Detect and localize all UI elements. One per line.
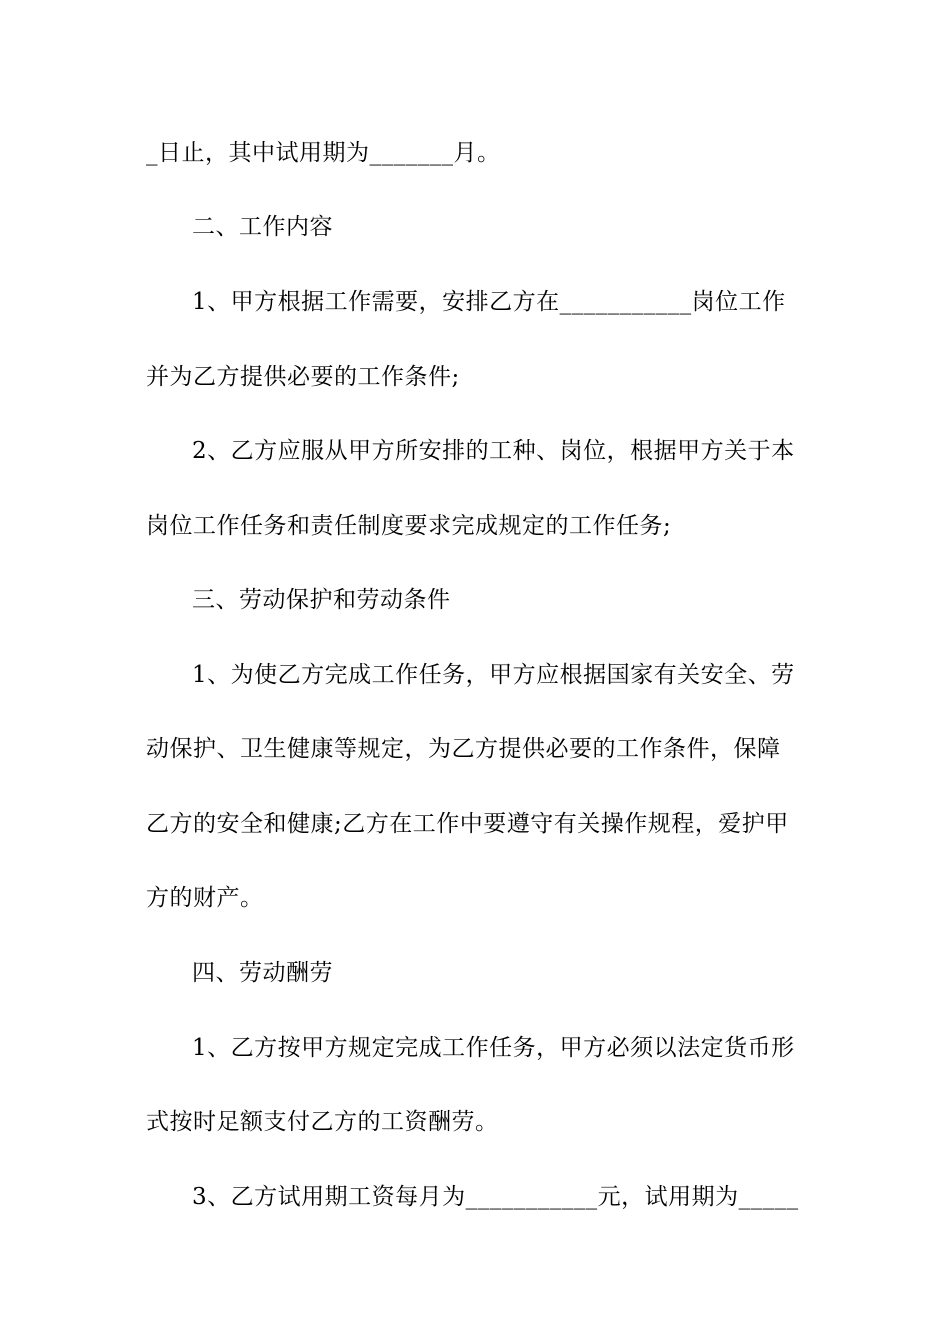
text-line: _日止，其中试用期为_______月。 bbox=[146, 140, 501, 166]
text-line: 1、为使乙方完成工作任务，甲方应根据国家有关安全、劳 bbox=[192, 662, 795, 688]
text-line: 2、乙方应服从甲方所安排的工种、岗位，根据甲方关于本 bbox=[192, 438, 795, 464]
text-line: 动保护、卫生健康等规定，为乙方提供必要的工作条件，保障 bbox=[146, 736, 781, 762]
text-line: 并为乙方提供必要的工作条件; bbox=[146, 364, 460, 390]
text-line: 1、乙方按甲方规定完成工作任务，甲方必须以法定货币形 bbox=[192, 1035, 795, 1061]
text-line: 3、乙方试用期工资每月为___________元，试用期为_____ bbox=[192, 1184, 799, 1210]
text-line: 岗位工作任务和责任制度要求完成规定的工作任务; bbox=[146, 513, 672, 539]
section-heading: 三、劳动保护和劳动条件 bbox=[192, 587, 451, 613]
section-heading: 二、工作内容 bbox=[192, 214, 333, 240]
text-line: 式按时足额支付乙方的工资酬劳。 bbox=[146, 1109, 499, 1135]
section-heading: 四、劳动酬劳 bbox=[192, 960, 333, 986]
text-line: 乙方的安全和健康;乙方在工作中要遵守有关操作规程，爱护甲 bbox=[146, 811, 789, 837]
text-line: 方的财产。 bbox=[146, 885, 264, 911]
text-line: 1、甲方根据工作需要，安排乙方在___________岗位工作 bbox=[192, 289, 786, 315]
